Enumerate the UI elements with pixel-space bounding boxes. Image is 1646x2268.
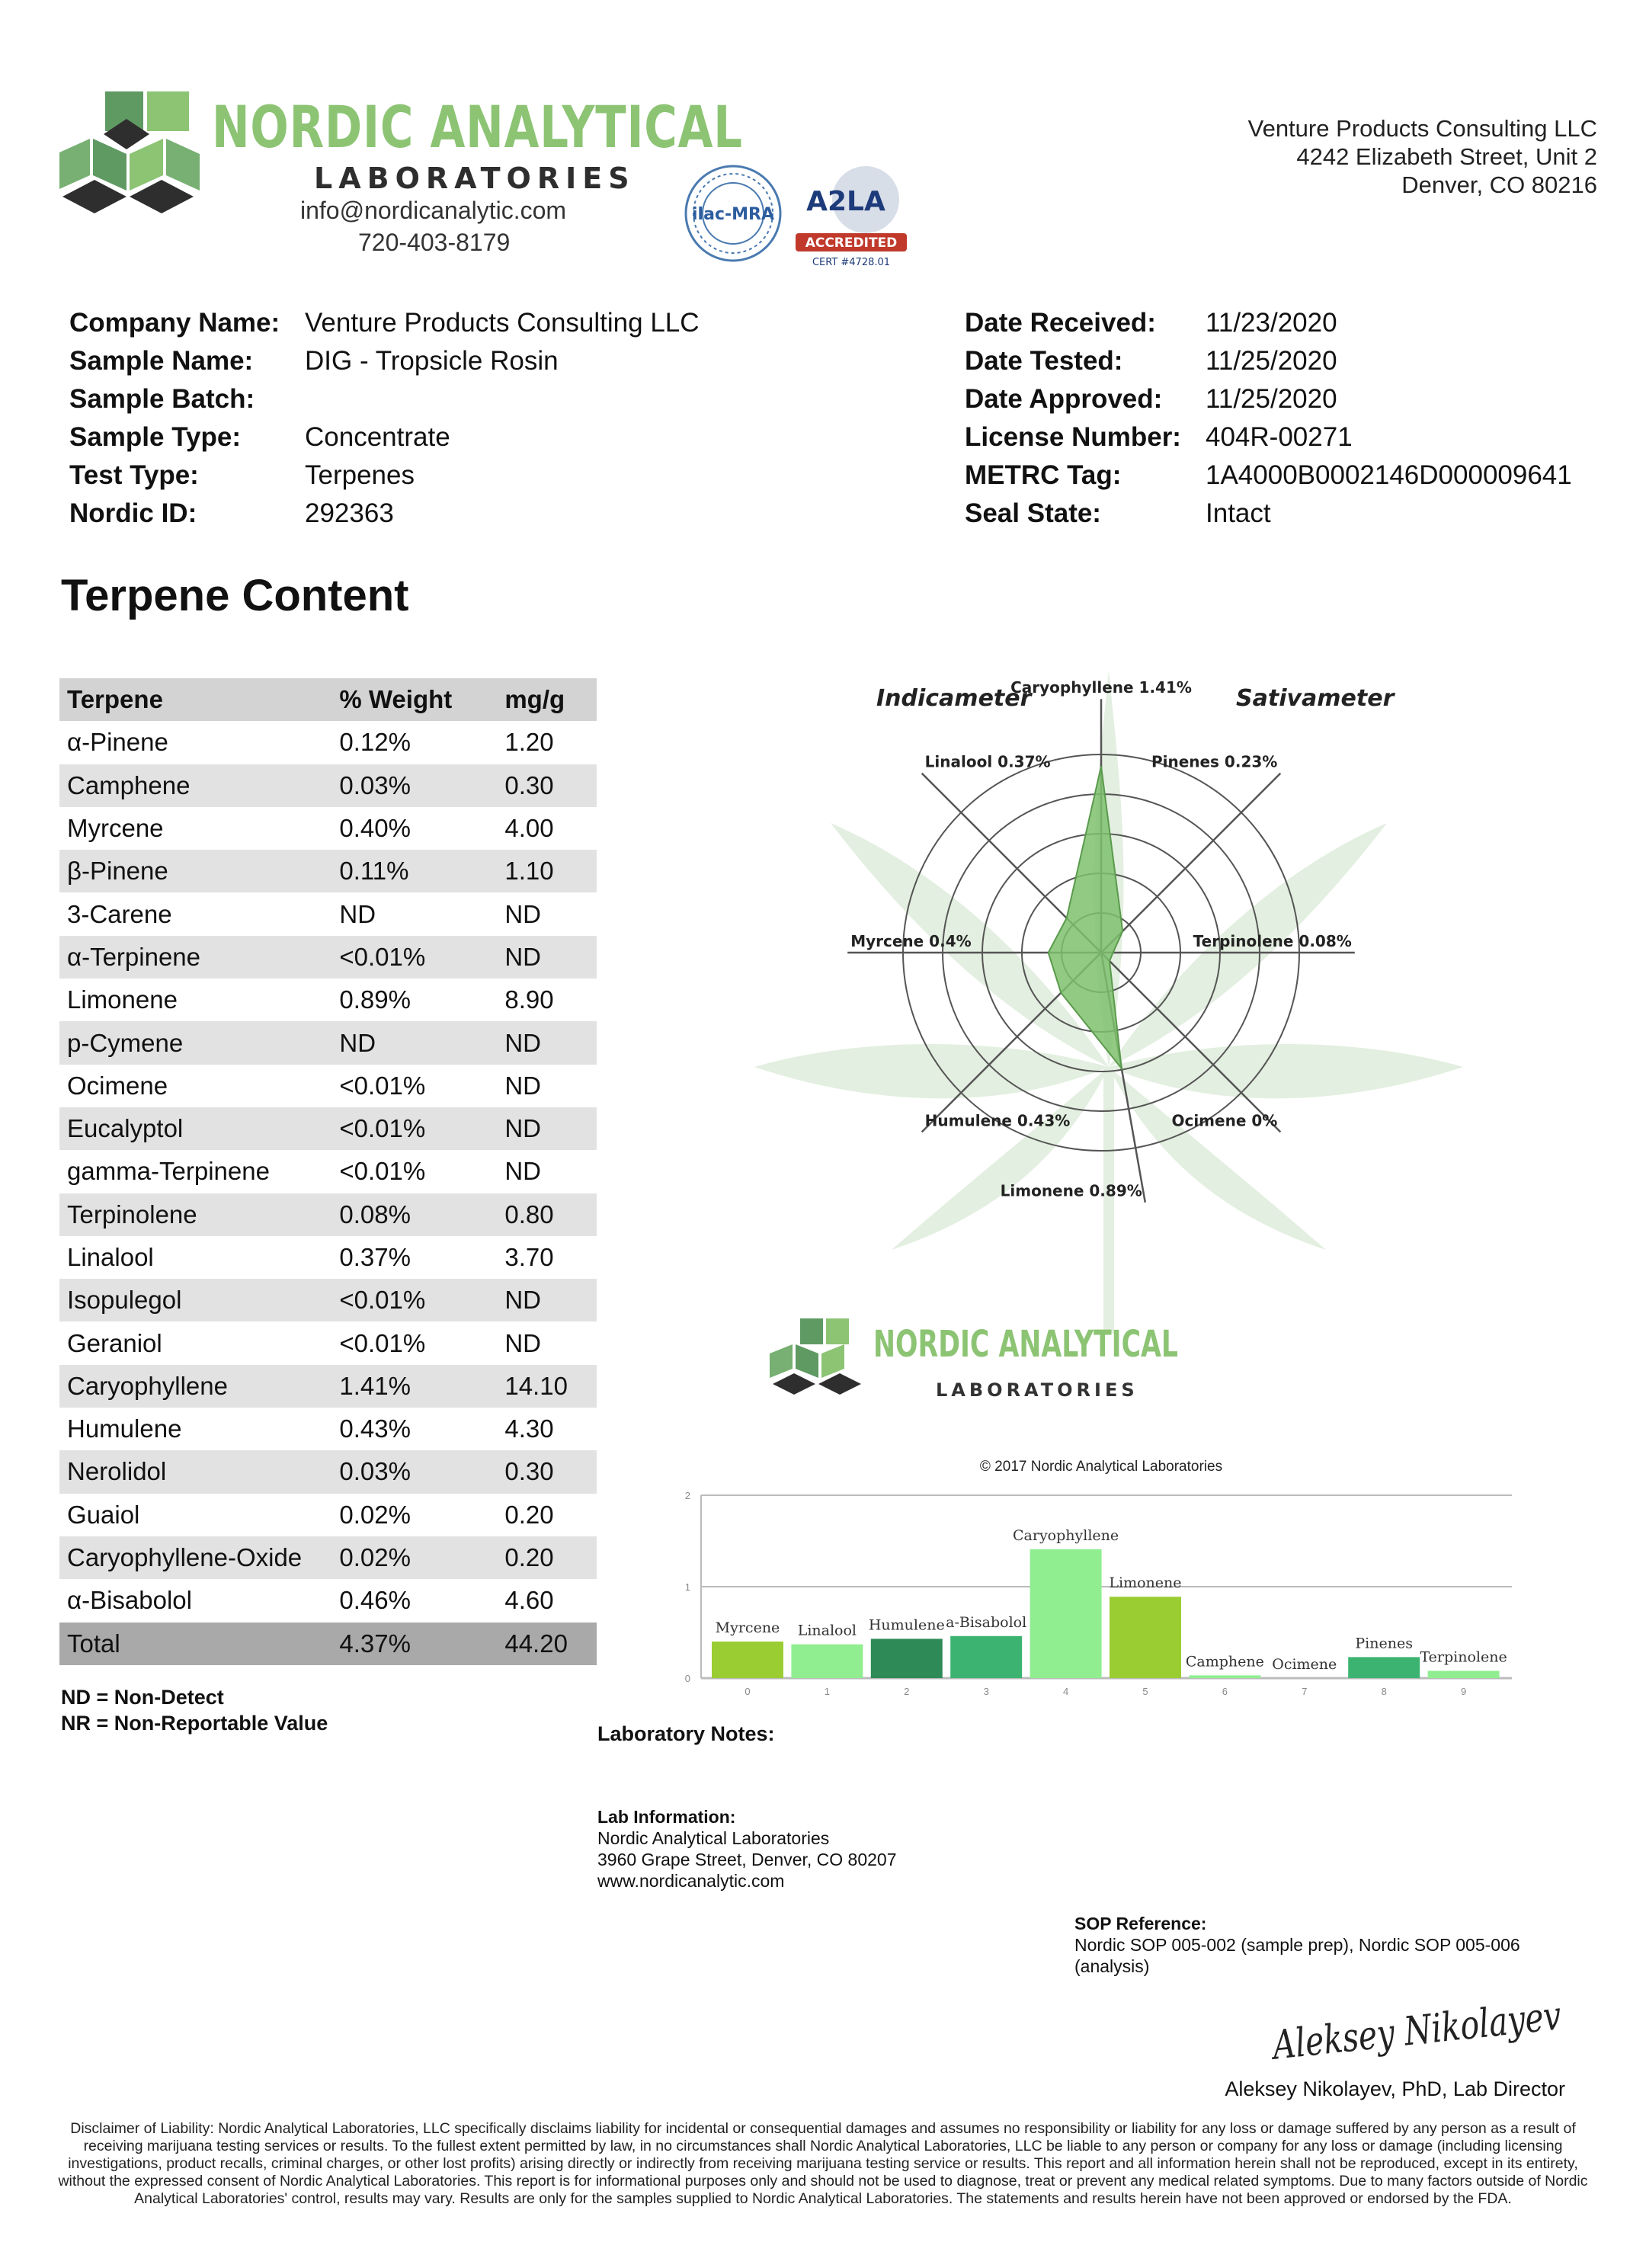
radar-axis-label: Terpinolene 0.08% [1193, 932, 1352, 950]
info-value: 292363 [305, 498, 394, 528]
bar-data-label: Humulene [868, 1616, 945, 1634]
lab-info-line: Nordic Analytical Laboratories [597, 1828, 830, 1848]
radar-axis-label: Ocimene 0% [1171, 1111, 1278, 1130]
table-cell: Eucalyptol [59, 1107, 331, 1150]
info-value: 11/25/2020 [1206, 346, 1337, 376]
info-value: 11/23/2020 [1206, 308, 1337, 338]
a2la-badge-text: A2LA [806, 186, 885, 217]
indicameter-title: Indicameter [876, 685, 1032, 712]
info-value: 1A4000B0002146D000009641 [1206, 460, 1572, 490]
table-cell: 0.08% [331, 1193, 497, 1236]
table-cell: 0.12% [339, 728, 411, 757]
table-cell: <0.01% [339, 1328, 426, 1357]
table-cell: Guaiol [67, 1500, 140, 1529]
table-cell: 0.11% [331, 850, 497, 892]
table-total-cell: 4.37% [331, 1623, 497, 1665]
table-total-cell: Total [59, 1623, 331, 1665]
bar-y-tick: 1 [684, 1581, 690, 1593]
a2la-cert-text: CERT #4728.01 [812, 257, 891, 268]
bar-data-label: Terpinolene [1420, 1648, 1507, 1666]
radar-brand-title: NORDIC ANALYTICAL [873, 1323, 1178, 1366]
table-row [59, 1021, 597, 1064]
brand-phone: 720-403-8179 [358, 229, 511, 256]
table-cell: 3-Carene [67, 899, 172, 928]
bar-data-label: a-Bisabolol [946, 1613, 1027, 1631]
bar-x-tick: 3 [983, 1686, 989, 1697]
lab-info-label: Lab Information: [597, 1807, 736, 1827]
radar-axis-label: Pinenes 0.23% [1151, 752, 1278, 771]
bar-camphene [1189, 1675, 1260, 1678]
table-row [59, 1365, 597, 1408]
bar-marks [712, 1527, 1507, 1697]
bar-terpinolene [1428, 1671, 1500, 1678]
bar-x-tick: 0 [745, 1686, 751, 1697]
table-cell: α-Terpinene [59, 936, 331, 979]
table-row [59, 1150, 597, 1193]
bar-pinenes [1348, 1657, 1420, 1678]
table-cell: 4.30 [504, 1414, 554, 1443]
table-cell: α-Pinene [67, 728, 168, 757]
bar-y-tick: 2 [684, 1490, 690, 1501]
info-label: Date Received: [965, 308, 1156, 338]
info-label: Test Type: [69, 460, 199, 490]
table-cell: 0.46% [339, 1586, 411, 1615]
table-cell: 0.43% [339, 1414, 411, 1443]
table-row [59, 1107, 597, 1150]
info-label: Seal State: [965, 498, 1101, 528]
radar-copyright: © 2017 Nordic Analytical Laboratories [979, 1459, 1223, 1475]
table-cell: Humulene [67, 1414, 182, 1443]
table-cell: Caryophyllene-Oxide [59, 1536, 331, 1579]
table-row [59, 1450, 597, 1493]
table-total-row [59, 1623, 597, 1665]
info-value: Intact [1206, 498, 1271, 528]
table-cell: Linalool [67, 1243, 154, 1271]
ilac-mra-badge-icon [683, 163, 783, 264]
info-value: 11/25/2020 [1206, 384, 1337, 414]
bar-x-tick: 9 [1460, 1686, 1467, 1697]
bar-x-tick: 1 [824, 1686, 830, 1697]
table-row [59, 1321, 597, 1364]
table-cell: <0.01% [331, 1279, 497, 1321]
signature-script: Aleksey Nikolayev [1270, 1984, 1641, 2069]
bar-data-label: Camphene [1185, 1653, 1264, 1671]
table-cell: 1.20 [504, 728, 554, 757]
bar-x-tick: 4 [1062, 1686, 1069, 1697]
bar-a-bisabolol [950, 1636, 1022, 1678]
table-cell: ND [497, 1021, 597, 1064]
table-cell: ND [504, 899, 542, 928]
table-cell: Isopulegol [59, 1279, 331, 1321]
info-label: Company Name: [69, 308, 280, 338]
table-header-cell: % Weight [331, 678, 497, 721]
lab-notes-label: Laboratory Notes: [597, 1722, 775, 1745]
info-value: Terpenes [305, 460, 415, 490]
radar-axis-label: Myrcene 0.4% [850, 932, 972, 950]
table-row [59, 764, 597, 807]
info-value: DIG - Tropsicle Rosin [305, 346, 559, 376]
table-cell: 0.03% [331, 764, 497, 807]
terpene-bar-chart [655, 1463, 1524, 1699]
table-cell: Nerolidol [59, 1450, 331, 1493]
bar-x-tick: 2 [904, 1686, 910, 1697]
table-cell: Caryophyllene [59, 1365, 331, 1408]
table-cell: 0.20 [497, 1536, 597, 1579]
bar-x-tick: 6 [1222, 1686, 1228, 1697]
table-cell: 4.60 [504, 1586, 554, 1615]
signer-name: Aleksey Nikolayev, PhD, Lab Director [1225, 2077, 1565, 2100]
sativameter-title: Sativameter [1236, 685, 1395, 712]
table-cell: ND [497, 936, 597, 979]
info-label: Date Tested: [965, 346, 1123, 376]
table-cell: <0.01% [331, 936, 497, 979]
table-cell: ND [497, 1279, 597, 1321]
section-title: Terpene Content [61, 571, 409, 620]
table-cell: <0.01% [339, 1071, 426, 1100]
lab-info-line: www.nordicanalytic.com [597, 1871, 785, 1891]
table-cell: β-Pinene [59, 850, 331, 892]
lab-info [597, 1806, 897, 1892]
table-cell: 0.20 [504, 1500, 554, 1529]
table-row [59, 1408, 597, 1450]
disclaimer: Disclaimer of Liability: Nordic Analytical Laboratories, LLC specifically disclaims liability for incidental or consequential damages and assumes no responsibility or liability for any loss or damage suffered by any person as a result of receiving marijuana testing services or results. To the fullest extent permitted by law, in no circumstances shall Nordic Analytical Laboratories, LLC be liable to any person or company for any loss or damage (including licensing investigations, product recalls, criminal charges, or other lost profits) arising directly or indirectly from receiving marijuana testing service or results. This report and all information herein shall not be reproduced, except in its entirety, without the expressed consent of Nordic Analytical Laboratories. This report is for informational purposes only and should not be used to diagnose, treat or prevent any medical related symptoms. Due to many factors outside of Nordic Analytical Laboratories' control, results may vary. Results are only for the samples supplied to Nordic Analytical Laboratories. The statements and results herein have not been approved or endorsed by the FDA. [58, 2120, 1588, 2207]
client-address-line: Venture Products Consulting LLC [1247, 115, 1597, 142]
terpene-table [59, 678, 597, 1665]
bar-x-tick: 7 [1302, 1686, 1308, 1697]
table-row [59, 1279, 597, 1321]
table-cell: Terpinolene [59, 1193, 331, 1236]
table-cell: Limonene [67, 985, 178, 1014]
bar-data-label: Ocimene [1272, 1656, 1337, 1673]
table-row [59, 807, 597, 850]
bar-data-label: Limonene [1109, 1574, 1182, 1592]
bar-limonene [1110, 1597, 1181, 1678]
sop-label: SOP Reference: [1074, 1914, 1207, 1933]
table-cell: 0.40% [339, 814, 411, 843]
brand-email: info@nordicanalytic.com [300, 197, 567, 224]
bar-caryophyllene [1030, 1549, 1102, 1678]
table-row [59, 892, 597, 935]
table-cell: 0.30 [497, 1450, 597, 1493]
radar-brand-logo-icon [770, 1318, 861, 1395]
radar-axis-label: Linalool 0.37% [924, 752, 1051, 771]
info-label: Sample Name: [69, 346, 254, 376]
table-row [59, 850, 597, 892]
table-cell: ND [504, 1071, 542, 1100]
table-cell: α-Bisabolol [67, 1586, 192, 1615]
table-row [59, 1536, 597, 1579]
info-value: Concentrate [305, 422, 450, 452]
table-row [59, 979, 597, 1021]
table-cell: 14.10 [497, 1365, 597, 1408]
info-value: 404R-00271 [1206, 422, 1353, 452]
table-row [59, 1579, 597, 1622]
client-address [1248, 114, 1597, 199]
ilac-badge-text: ilac-MRA [692, 205, 774, 224]
table-cell: Myrcene [67, 814, 164, 843]
table-cell: <0.01% [339, 1157, 426, 1186]
legend-note: ND = Non-Detect [61, 1686, 224, 1709]
table-cell: ND [504, 1157, 542, 1186]
table-cell: ND [339, 899, 376, 928]
table-row [59, 721, 597, 764]
table-cell: <0.01% [331, 1107, 497, 1150]
table-cell: Camphene [59, 764, 331, 807]
a2la-accredited-badge-icon [789, 163, 911, 270]
radar-axis-label: Humulene 0.43% [924, 1111, 1071, 1130]
table-cell: ND [504, 1328, 542, 1357]
bar-x-tick: 8 [1381, 1686, 1387, 1697]
table-cell: 1.10 [497, 850, 597, 892]
sop-text: Nordic SOP 005-002 (sample prep), Nordic SOP 005-006 (analysis) [1074, 1935, 1520, 1976]
sop-reference [1074, 1913, 1547, 1977]
table-row [59, 1193, 597, 1236]
info-label: Sample Batch: [69, 384, 255, 414]
director-signature-icon [1265, 1984, 1641, 2073]
brand-title: NORDIC ANALYTICAL [212, 93, 743, 161]
table-cell: 0.80 [497, 1193, 597, 1236]
table-header-cell: Terpene [59, 678, 331, 721]
info-label: Sample Type: [69, 422, 241, 452]
table-row [59, 1236, 597, 1279]
table-cell: 1.41% [331, 1365, 497, 1408]
table-cell: 0.30 [497, 764, 597, 807]
table-cell: ND [497, 1107, 597, 1150]
bar-myrcene [712, 1642, 783, 1678]
table-header-row [59, 678, 597, 721]
bar-x-tick: 5 [1142, 1686, 1148, 1697]
table-row [59, 1065, 597, 1107]
terpene-radar-chart [709, 671, 1577, 1478]
table-cell: 0.02% [331, 1536, 497, 1579]
lab-logo-icon [59, 84, 235, 259]
table-row [59, 936, 597, 979]
client-address-line: 4242 Elizabeth Street, Unit 2 [1296, 143, 1597, 170]
info-label: Nordic ID: [69, 498, 197, 528]
table-header-cell: mg/g [497, 678, 597, 721]
a2la-accredited-text: ACCREDITED [805, 235, 898, 251]
table-cell: gamma-Terpinene [67, 1157, 270, 1186]
table-cell: 4.00 [504, 814, 554, 843]
bar-data-label: Pinenes [1355, 1635, 1413, 1652]
table-cell: 0.89% [339, 985, 411, 1014]
table-cell: 0.03% [331, 1450, 497, 1493]
table-cell: p-Cymene [59, 1021, 331, 1064]
brand-subtitle: LABORATORIES [314, 162, 636, 195]
table-cell: 0.37% [339, 1243, 411, 1271]
info-label: Date Approved: [965, 384, 1163, 414]
bar-linalool [791, 1645, 863, 1678]
bar-humulene [871, 1639, 943, 1678]
radar-axis-label: Caryophyllene 1.41% [1010, 678, 1192, 697]
legend-note: NR = Non-Reportable Value [61, 1712, 328, 1735]
table-cell: ND [331, 1021, 497, 1064]
table-row [59, 1494, 597, 1536]
client-address-line: Denver, CO 80216 [1401, 171, 1597, 198]
radar-axis-label: Limonene 0.89% [1000, 1181, 1142, 1200]
table-cell: Ocimene [67, 1071, 168, 1100]
bar-y-tick: 0 [684, 1673, 690, 1684]
table-cell: 0.02% [339, 1500, 411, 1529]
bar-data-label: Linalool [797, 1622, 857, 1639]
table-cell: 3.70 [504, 1243, 554, 1271]
table-cell: 8.90 [504, 985, 554, 1014]
radar-brand-subtitle: LABORATORIES [936, 1379, 1138, 1401]
lab-info-line: 3960 Grape Street, Denver, CO 80207 [597, 1850, 897, 1869]
info-label: License Number: [965, 422, 1181, 452]
info-label: METRC Tag: [965, 460, 1122, 490]
table-total-cell: 44.20 [497, 1623, 597, 1665]
table-cell: Geraniol [67, 1328, 162, 1357]
bar-data-label: Myrcene [715, 1619, 780, 1636]
bar-data-label: Caryophyllene [1013, 1526, 1119, 1544]
info-value: Venture Products Consulting LLC [305, 308, 700, 338]
